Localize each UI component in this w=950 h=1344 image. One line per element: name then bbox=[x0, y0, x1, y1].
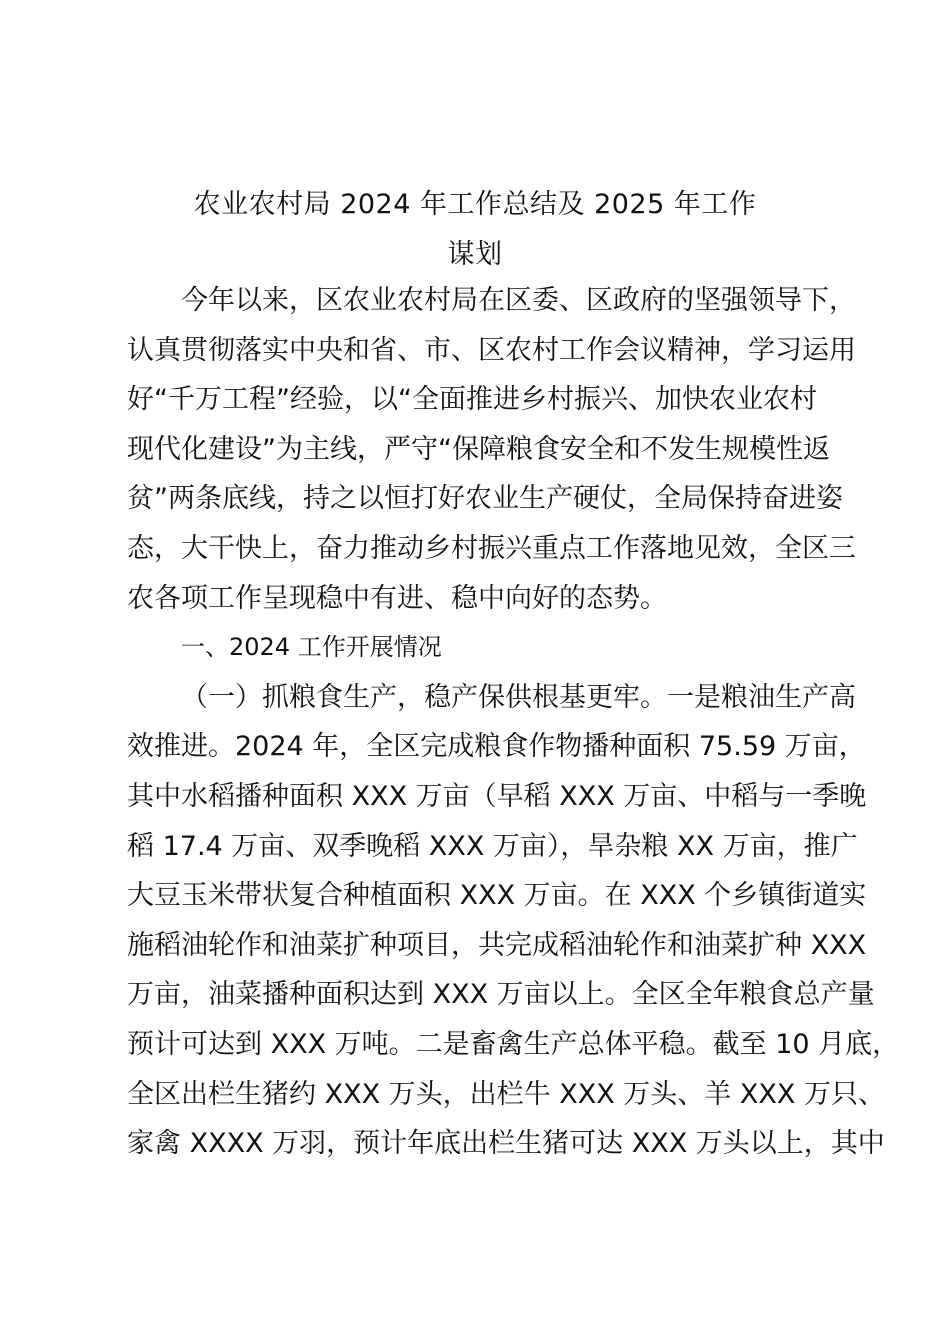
text-line: 预计可达到 XXX 万吨。二是畜禽生产总体平稳。截至 10 月底， bbox=[127, 1028, 900, 1060]
document-title bbox=[100, 180, 850, 279]
title-line: 谋划 bbox=[447, 238, 503, 270]
text-line: 全区出栏生猪约 XXX 万头，出栏牛 XXX 万头、羊 XXX 万只、 bbox=[127, 1078, 885, 1110]
text-line: 贫”两条底线，持之以恒打好农业生产硬仗，全局保持奋进姿 bbox=[127, 483, 843, 515]
section-heading bbox=[127, 623, 847, 673]
text-line: 家禽 XXXX 万羽，预计年底出栏生猪可达 XXX 万头以上，其中 bbox=[127, 1128, 885, 1160]
text-line: 认真贯彻落实中央和省、市、区农村工作会议精神，学习运用 bbox=[127, 334, 856, 366]
document-body bbox=[127, 276, 900, 1169]
text-line: 万亩，油菜播种面积达到 XXX 万亩以上。全区全年粮食总产量 bbox=[127, 979, 875, 1011]
section-paragraph bbox=[127, 673, 900, 1169]
text-line: 大豆玉米带状复合种植面积 XXX 万亩。在 XXX 个乡镇街道实 bbox=[127, 880, 867, 912]
text-line: 稻 17.4 万亩、双季晚稻 XXX 万亩），旱杂粮 XX 万亩，推广 bbox=[127, 830, 858, 862]
text-line: 好“千万工程”经验，以“全面推进乡村振兴、加快农业农村 bbox=[127, 384, 817, 416]
text-line: 施稻油轮作和油菜扩种项目，共完成稻油轮作和油菜扩种 XXX bbox=[127, 929, 867, 961]
text-line: 效推进。2024 年，全区完成粮食作物播种面积 75.59 万亩， bbox=[127, 731, 866, 763]
title-line: 农业农村局 2024 年工作总结及 2025 年工作 bbox=[193, 189, 757, 220]
text-line: 现代化建设”为主线，严守“保障粮食安全和不发生规模性返 bbox=[127, 433, 830, 465]
text-line: 其中水稻播种面积 XXX 万亩（早稻 XXX 万亩、中稻与一季晚 bbox=[127, 780, 867, 812]
intro-paragraph bbox=[127, 276, 856, 623]
text-line: 今年以来，区农业农村局在区委、区政府的坚强领导下， bbox=[181, 285, 856, 316]
text-line: 态，大干快上，奋力推动乡村振兴重点工作落地见效，全区三 bbox=[127, 532, 856, 564]
text-line: 农各项工作呈现稳中有进、稳中向好的态势。 bbox=[127, 582, 667, 614]
text-line: （一）抓粮食生产，稳产保供根基更牢。一是粮油生产高 bbox=[181, 681, 856, 713]
heading-line: 一、2024 工作开展情况 bbox=[181, 633, 442, 662]
